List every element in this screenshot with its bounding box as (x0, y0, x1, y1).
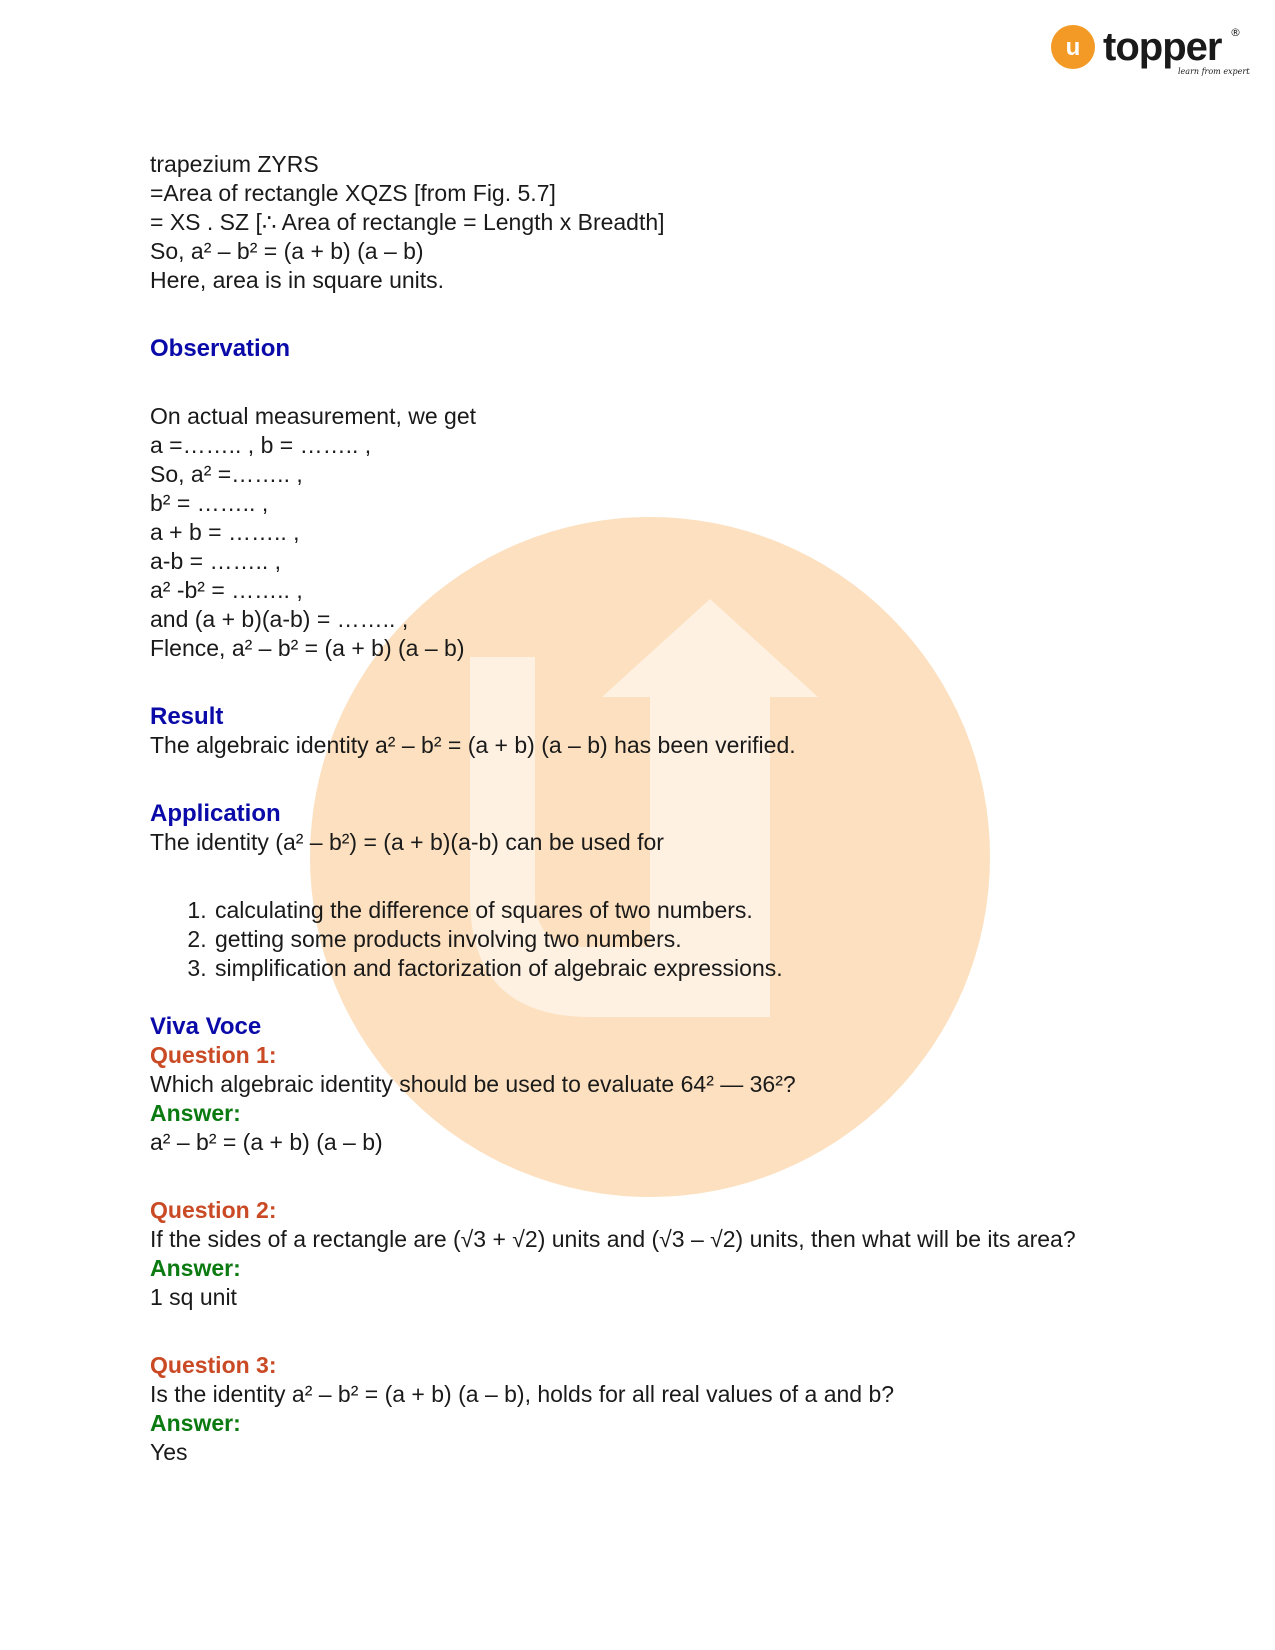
answer-text: Yes (150, 1439, 188, 1465)
application-list (150, 896, 1150, 983)
brand-icon-letter: u (1065, 34, 1081, 61)
observation-line: Flence, a² – b² = (a + b) (a – b) (150, 635, 465, 661)
question-text: Which algebraic identity should be used to evaluate 64² — 36²? (150, 1071, 796, 1097)
intro-line: = XS . SZ [∴ Area of rectangle = Length x Breadth] (150, 209, 665, 235)
answer-text: a² – b² = (a + b) (a – b) (150, 1129, 383, 1155)
observation-block (150, 402, 1150, 663)
observation-line: b² = …….. , (150, 490, 269, 516)
document-body (150, 150, 1150, 1467)
brand-tagline: learn from experts (1178, 67, 1250, 76)
question-text: Is the identity a² – b² = (a + b) (a – b), holds for all real values of a and b? (150, 1381, 895, 1407)
intro-line: =Area of rectangle XQZS [from Fig. 5.7] (150, 180, 556, 206)
observation-line: and (a + b)(a-b) = …….. , (150, 606, 409, 632)
result-text: The algebraic identity a² – b² = (a + b) (a – b) has been verified. (150, 732, 796, 758)
intro-line: Here, area is in square units. (150, 267, 445, 293)
answer-label: Answer: (150, 1100, 241, 1126)
intro-line: So, a² – b² = (a + b) (a – b) (150, 238, 424, 264)
application-heading: Application (150, 800, 281, 827)
result-heading: Result (150, 703, 224, 730)
intro-line: trapezium ZYRS (150, 151, 319, 177)
question-label: Question 1: (150, 1042, 277, 1068)
question-block (150, 1196, 1150, 1312)
answer-text: 1 sq unit (150, 1284, 237, 1310)
question-label: Question 3: (150, 1352, 277, 1378)
intro-block (150, 150, 1150, 295)
registered-mark: ® (1230, 26, 1241, 39)
observation-line: a =…….. , b = …….. , (150, 432, 372, 458)
brand-name: topper (1103, 25, 1222, 69)
brand-logo (1050, 22, 1250, 84)
viva-voce-heading: Viva Voce (150, 1013, 262, 1040)
observation-line: a-b = …….. , (150, 548, 282, 574)
list-item: 2. getting some products involving two numbers. (213, 925, 1150, 954)
list-item: 3. simplification and factorization of algebraic expressions. (213, 954, 1150, 983)
observation-line: On actual measurement, we get (150, 403, 476, 429)
observation-heading: Observation (150, 335, 291, 362)
question-label: Question 2: (150, 1197, 277, 1223)
observation-line: a + b = …….. , (150, 519, 300, 545)
question-block (150, 1041, 1150, 1157)
question-block (150, 1351, 1150, 1467)
observation-line: a² -b² = …….. , (150, 577, 303, 603)
application-text: The identity (a² – b²) = (a + b)(a-b) can be used for (150, 829, 664, 855)
answer-label: Answer: (150, 1410, 241, 1436)
answer-label: Answer: (150, 1255, 241, 1281)
question-text: If the sides of a rectangle are (√3 + √2) units and (√3 – √2) units, then what will be its area? (150, 1226, 1076, 1252)
list-item: 1. calculating the difference of squares of two numbers. (213, 896, 1150, 925)
observation-line: So, a² =…….. , (150, 461, 303, 487)
